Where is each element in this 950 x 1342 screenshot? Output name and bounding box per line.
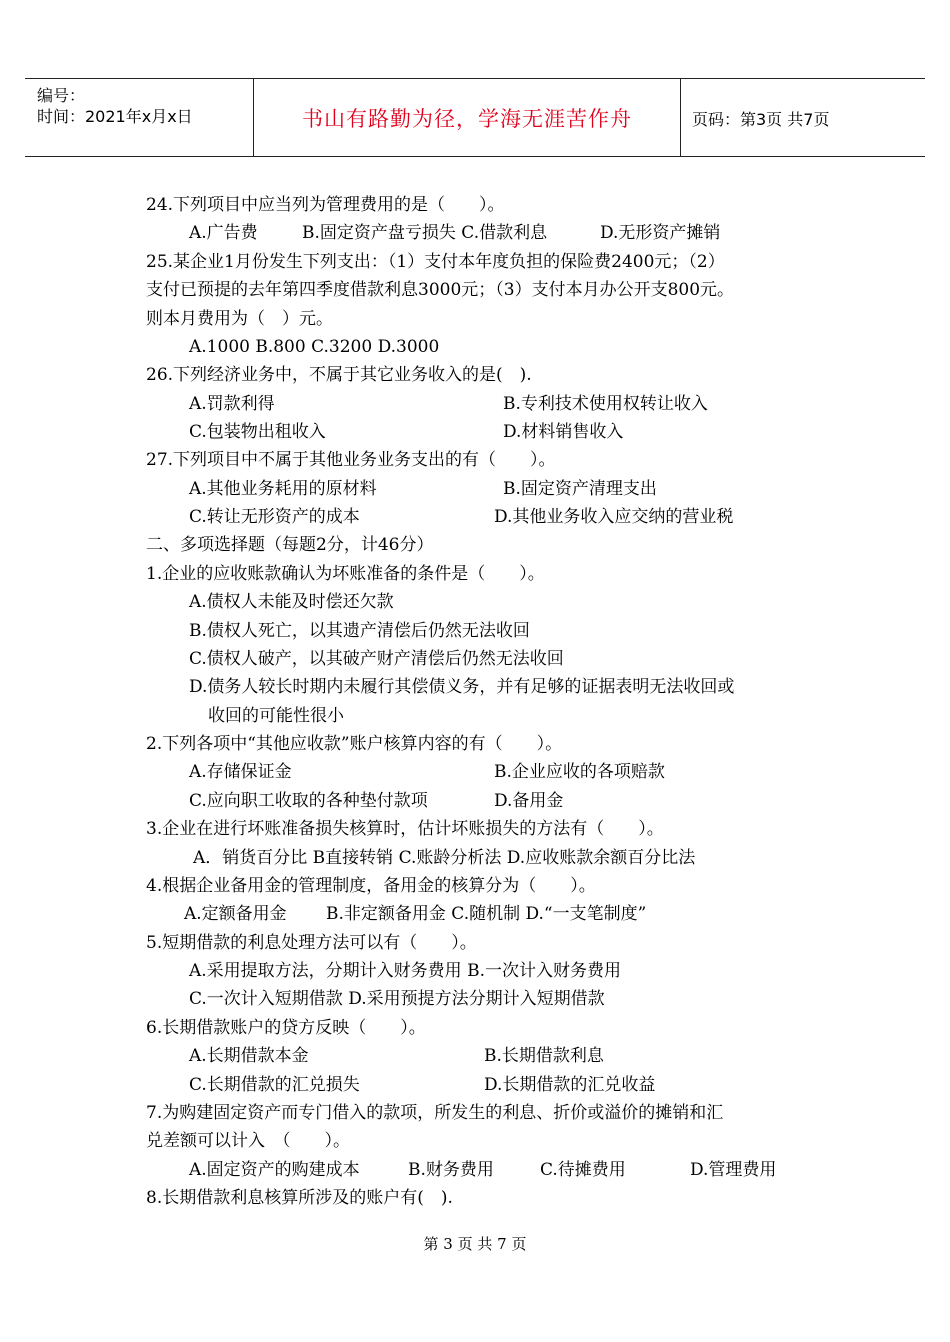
option-m6c: C.长期借款的汇兑损失	[189, 1075, 360, 1095]
question-27: 27.下列项目中不属于其他业务业务支出的有（ ）。	[146, 450, 556, 470]
options-25: A.1000 B.800 C.3200 D.3000	[189, 337, 440, 357]
document-number-label: 编号：	[37, 86, 86, 105]
header-motto: 书山有路勤为径，学海无涯苦作舟	[302, 107, 632, 131]
option-m2a: A.存储保证金	[189, 762, 292, 782]
question-m7: 7.为购建固定资产而专门借入的款项，所发生的利息、折价或溢价的摊销和汇	[146, 1103, 724, 1123]
question-25-cont: 则本月费用为（ ）元。	[146, 309, 333, 329]
option-27a: A.其他业务耗用的原材料	[189, 479, 377, 499]
option-24a: A.广告费	[189, 223, 258, 243]
option-27d: D.其他业务收入应交纳的营业税	[494, 507, 734, 527]
page-number-label: 页码：第3页 共7页	[692, 110, 830, 129]
page-footer: 第 3 页 共 7 页	[423, 1235, 527, 1253]
option-24bc: B.固定资产盘亏损失 C.借款利息	[302, 223, 548, 243]
option-m7d: D.管理费用	[690, 1160, 777, 1180]
question-m4: 4.根据企业备用金的管理制度，备用金的核算分为（ ）。	[146, 876, 596, 896]
option-24d: D.无形资产摊销	[600, 223, 721, 243]
option-m2b: B.企业应收的各项赔款	[494, 762, 665, 782]
option-m7a: A.固定资产的购建成本	[189, 1160, 360, 1180]
question-m8: 8.长期借款利息核算所涉及的账户有( ).	[146, 1188, 453, 1208]
option-26a: A.罚款利得	[189, 394, 275, 414]
option-m7b: B.财务费用	[408, 1160, 494, 1180]
option-m7c: C.待摊费用	[540, 1160, 626, 1180]
question-25-cont: 支付已预提的去年第四季度借款利息3000元；（3）支付本月办公开支800元。	[146, 280, 735, 300]
question-m5: 5.短期借款的利息处理方法可以有（ ）。	[146, 933, 477, 953]
question-m6: 6.长期借款账户的贷方反映（ ）。	[146, 1018, 426, 1038]
options-m5cd: C.一次计入短期借款 D.采用预提方法分期计入短期借款	[189, 989, 605, 1009]
option-m1d-cont: 收回的可能性很小	[208, 706, 344, 726]
option-m6d: D.长期借款的汇兑收益	[484, 1075, 656, 1095]
option-m1a: A.债权人未能及时偿还欠款	[189, 592, 394, 612]
question-25: 25.某企业1月份发生下列支出：（1）支付本年度负担的保险费2400元；（2）	[146, 252, 725, 272]
option-m2c: C.应向职工收取的各种垫付款项	[189, 791, 428, 811]
option-m1d: D.债务人较长时期内未履行其偿债义务，并有足够的证据表明无法收回或	[189, 677, 735, 697]
options-m3: A．销货百分比 B直接转销 C.账龄分析法 D.应收账款余额百分比法	[193, 848, 696, 868]
section-heading: 二、多项选择题（每题2分，计46分）	[146, 535, 434, 555]
document-time-label: 时间：2021年x月x日	[37, 107, 193, 126]
options-m4bcd: B.非定额备用金 C.随机制 D.“一支笔制度”	[326, 904, 647, 924]
option-26c: C.包装物出租收入	[189, 422, 326, 442]
option-27c: C.转让无形资产的成本	[189, 507, 360, 527]
option-m6b: B.长期借款利息	[484, 1046, 604, 1066]
question-26: 26.下列经济业务中，不属于其它业务收入的是( ).	[146, 365, 532, 385]
option-27b: B.固定资产清理支出	[503, 479, 657, 499]
question-24: 24.下列项目中应当列为管理费用的是（ ）。	[146, 195, 505, 215]
option-26b: B.专利技术使用权转让收入	[503, 394, 708, 414]
option-m4a: A.定额备用金	[184, 904, 287, 924]
option-m1b: B.债权人死亡，以其遗产清偿后仍然无法收回	[189, 621, 530, 641]
question-m2: 2.下列各项中“其他应收款”账户核算内容的有（ ）。	[146, 734, 563, 754]
option-m2d: D.备用金	[494, 791, 564, 811]
question-m1: 1.企业的应收账款确认为坏账准备的条件是（ ）。	[146, 564, 545, 584]
option-m6a: A.长期借款本金	[189, 1046, 309, 1066]
option-m1c: C.债权人破产，以其破产财产清偿后仍然无法收回	[189, 649, 564, 669]
option-26d: D.材料销售收入	[503, 422, 624, 442]
question-m7-cont: 兑差额可以计入 （ ）。	[146, 1131, 350, 1151]
question-m3: 3.企业在进行坏账准备损失核算时，估计坏账损失的方法有（ ）。	[146, 819, 664, 839]
options-m5ab: A.采用提取方法，分期计入财务费用 B.一次计入财务费用	[189, 961, 621, 981]
